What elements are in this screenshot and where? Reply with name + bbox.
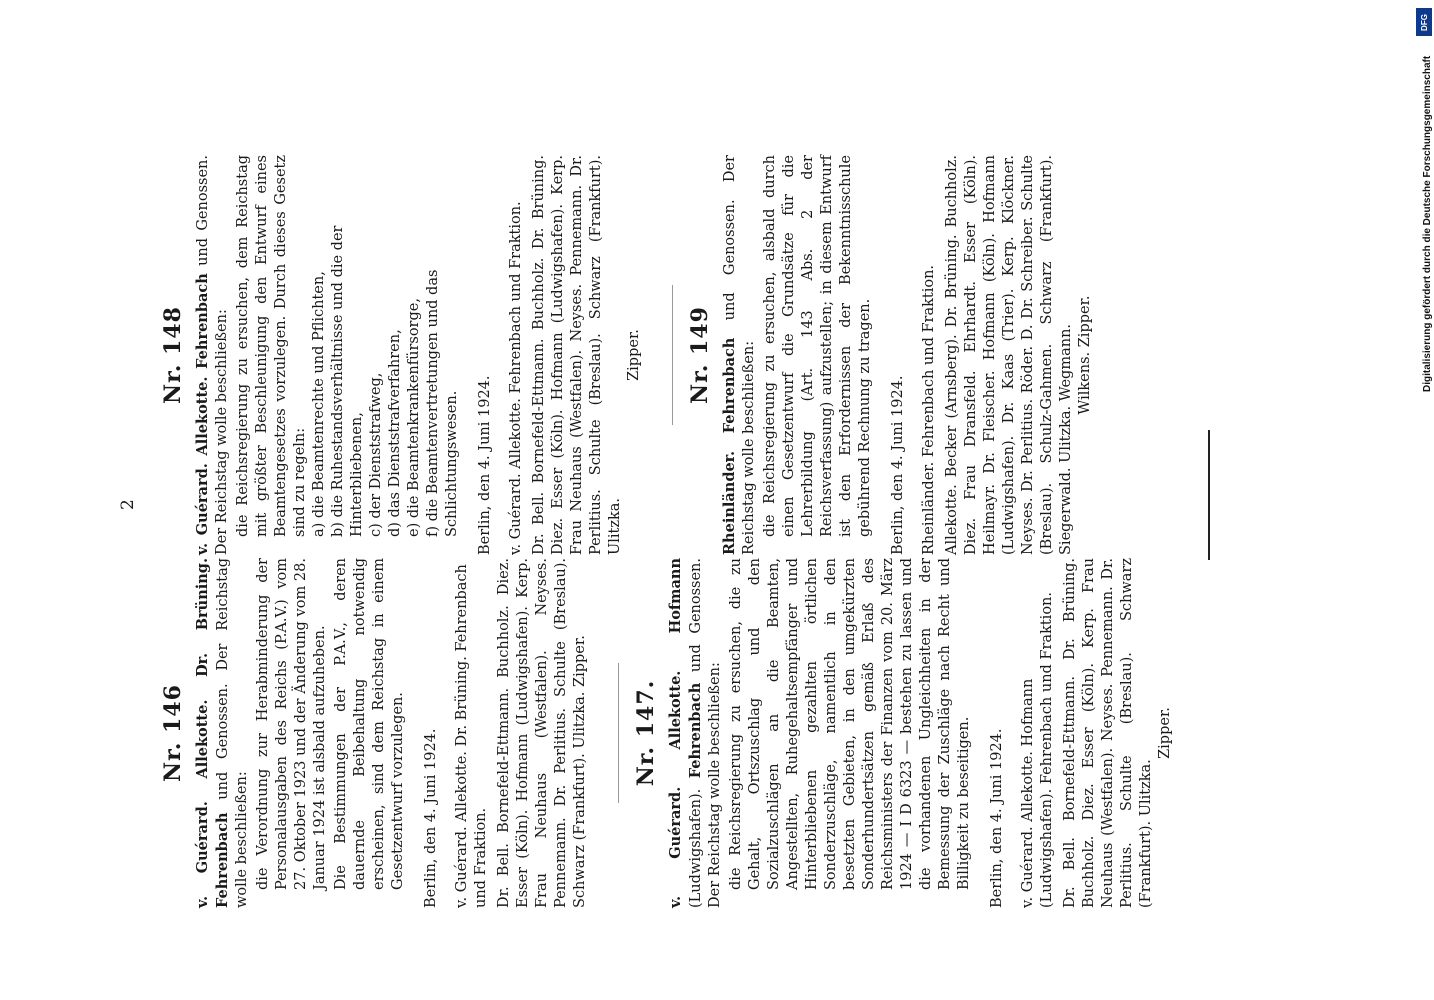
motion-146 (160, 558, 590, 908)
page-number: 2 (118, 499, 138, 510)
sponsors-text: und Genossen. Der Reichstag wolle beschließen: (688, 557, 723, 908)
signers-head: v. Guérard. Allekotte. Fehrenbach und Fraktion. (508, 201, 524, 555)
dfg-logo (1416, 8, 1432, 36)
motion-149 (687, 155, 1095, 555)
motion-sponsors (193, 155, 232, 555)
signers-head: v. Guérard. Allekotte. Dr. Brüning. Fehrenbach und Fraktion. (454, 564, 489, 908)
sponsors-names: v. Guérard. Allekotte. Fehrenbach (194, 273, 211, 555)
dfg-logo-text: DFG (1419, 13, 1429, 31)
sponsors-text: und Genossen. Der Reichstag wolle beschließen: (215, 558, 250, 908)
signers-last: Zipper. (1157, 707, 1173, 759)
right-column (160, 155, 1123, 555)
left-column (160, 558, 1203, 908)
motion-sponsors (666, 558, 725, 908)
motion-date: Berlin, den 4. Juni 1924. (890, 375, 906, 555)
motion-148 (160, 155, 644, 555)
motion-body: die Reichsregierung zu ersuchen, die zu Gehalt, Ortszuschlag und den Sozialzuschlägen an die Beamten, Angestellten, Ruhegehaltsempfänger und Hinterbliebenen gezahlten örtlichen Sonderzuschläge, namentlich in den besetzten Gebieten, in den umgekürzten Sonderhundertsätzen gemäß Erlaß des Reichsministers der Finanzen vom 20. März 1924 — I D 6323 — bestehen zu lassen und die vorhandenen Ungleichheiten in der Bemessung der Zuschläge nach Recht und Billigkeit zu beseitigen. (728, 558, 972, 890)
motion-body: die Reichsregierung zu ersuchen, alsbald durch einen Gesetzentwurf die Grundsätze für die Lehrerbildung (Art. 143 Abs. 2 der Reichsverfassung) aufzustellen; in diesem Entwurf ist den Erfordernissen der Bekenntnisschule gebührend Rechnung zu tragen. (762, 155, 873, 537)
divider (618, 663, 619, 803)
sponsors-names: Fehrenbach (687, 682, 704, 779)
signers-list: Dr. Bell. Bornefeld-Ettmann. Dr. Brüning. Buchholz. Diez. Esser (Köln). Kerp. Frau Neuhaus (Westfalen). Neyses. Pennemann. Dr. Perlitius. Schulte (Breslau). Schwarz (Frankfurt). Ulitzka. (1062, 558, 1154, 908)
divider (672, 285, 673, 425)
signers-list: Dr. Bell. Bornefeld-Ettmann. Buchholz. Diez. Esser (Köln). Hofmann (Ludwigshafen). Kerp. Frau Neuhaus (Westfalen). Neyses. Pennemann. Dr. Perlitius. Schulte (Breslau). Schwarz (Frankfurt). Ulitzka. Zipper. (496, 558, 588, 908)
signers-head: v. Guérard. Allekotte. Hofmann (Ludwigshafen). Fehrenbach und Fraktion. (1020, 592, 1055, 908)
motion-title: Nr. 147. (633, 679, 659, 787)
motion-body: die Verordnung zur Herabminderung der Personalausgaben des Reichs (P.A.V.) vom 27. Oktober 1923 und der Änderung vom 28. Januar 1924 ist alsbald aufzuheben. (255, 558, 328, 890)
signers-last: Wilkens. Zipper. (1077, 295, 1093, 415)
list-item: f) die Beamtenvertretungen und das Schlichtungswesen. (425, 269, 460, 537)
motion-title: Nr. 149 (687, 306, 713, 404)
sponsors-text: (Ludwigshafen). (688, 788, 704, 908)
sponsors-text: und Genossen. Der Reichstag wolle beschließen: (722, 155, 757, 555)
sponsors-text: und Genossen. Der Reichstag wolle beschließen: (195, 155, 230, 555)
motion-date: Berlin, den 4. Juni 1924. (423, 728, 439, 908)
signers-last: Zipper. (626, 329, 642, 381)
sponsors-names: v. Guérard. Allekotte. Hofmann (667, 558, 684, 908)
motion-date: Berlin, den 4. Juni 1924. (477, 375, 493, 555)
sponsors-names: Rheinländer. Fehrenbach (721, 337, 738, 555)
bottom-rule (1208, 430, 1210, 560)
list-item: d) das Dienststrafverfahren, (387, 329, 403, 537)
motion-title: Nr. 146 (160, 684, 186, 782)
sponsors-names: v. Guérard. Allekotte. Dr. Brüning. Fehrenbach (194, 558, 231, 908)
motion-body: Die Bestimmungen der P.A.V., deren dauernde Beibehaltung notwendig erscheinen, sind dem Reichstag in einem Gesetzentwurf vorzulegen. (333, 558, 406, 890)
motion-date: Berlin, den 4. Juni 1924. (989, 728, 1005, 908)
motion-sponsors (720, 155, 759, 555)
digitization-stamp: Digitalisierung gefördert durch die Deutsche Forschungsgemeinschaft (1422, 55, 1433, 392)
list-item: e) die Beamtenkrankenfürsorge, (406, 298, 422, 537)
list-item: b) die Ruhestandsverhältnisse und die der Hinterbliebenen, (330, 225, 365, 537)
motion-sponsors (193, 558, 252, 908)
signers-head: Rheinländer. Fehrenbach und Fraktion. (921, 264, 937, 555)
list-item: c) der Dienststrafweg, (368, 372, 384, 537)
signers-list: Dr. Bell. Bornefeld-Ettmann. Buchholz. Dr. Brüning. Diez. Esser (Köln). Hofmann (Ludwigshafen). Kerp. Frau Neuhaus (Westfalen). Neyses. Pennemann. Dr. Perlitius. Schulte (Breslau). Schwarz (Frankfurt). Ulitzka. (531, 155, 623, 555)
motion-147 (633, 557, 1175, 908)
signers-list: Allekotte. Becker (Arnsberg). Dr. Brüning. Buchholz. Diez. Frau Dransfeld. Ehrhardt. Esser (Köln). Heilmayr. Dr. Fleischer. Hofmann (Köln). Hofmann (Ludwigshafen). Dr. Kaas (Trier). Kerp. Klöckner. Neyses. Dr. Perlitius. Röder. D. Dr. Schreiber. Schulte (Breslau). Schulz-Gahmen. Schwarz (Frankfurt). Siegerwald. Ulitzka. Wegmann. (944, 155, 1074, 555)
motion-body: die Reichsregierung zu ersuchen, dem Reichstag mit größter Beschleunigung den Entwurf eines Beamtengesetzes vorzulegen. Durch dieses Gesetz sind zu regeln: (235, 155, 308, 537)
motion-title: Nr. 148 (160, 306, 186, 404)
list-item: a) die Beamtenrechte und Pflichten, (311, 271, 327, 537)
